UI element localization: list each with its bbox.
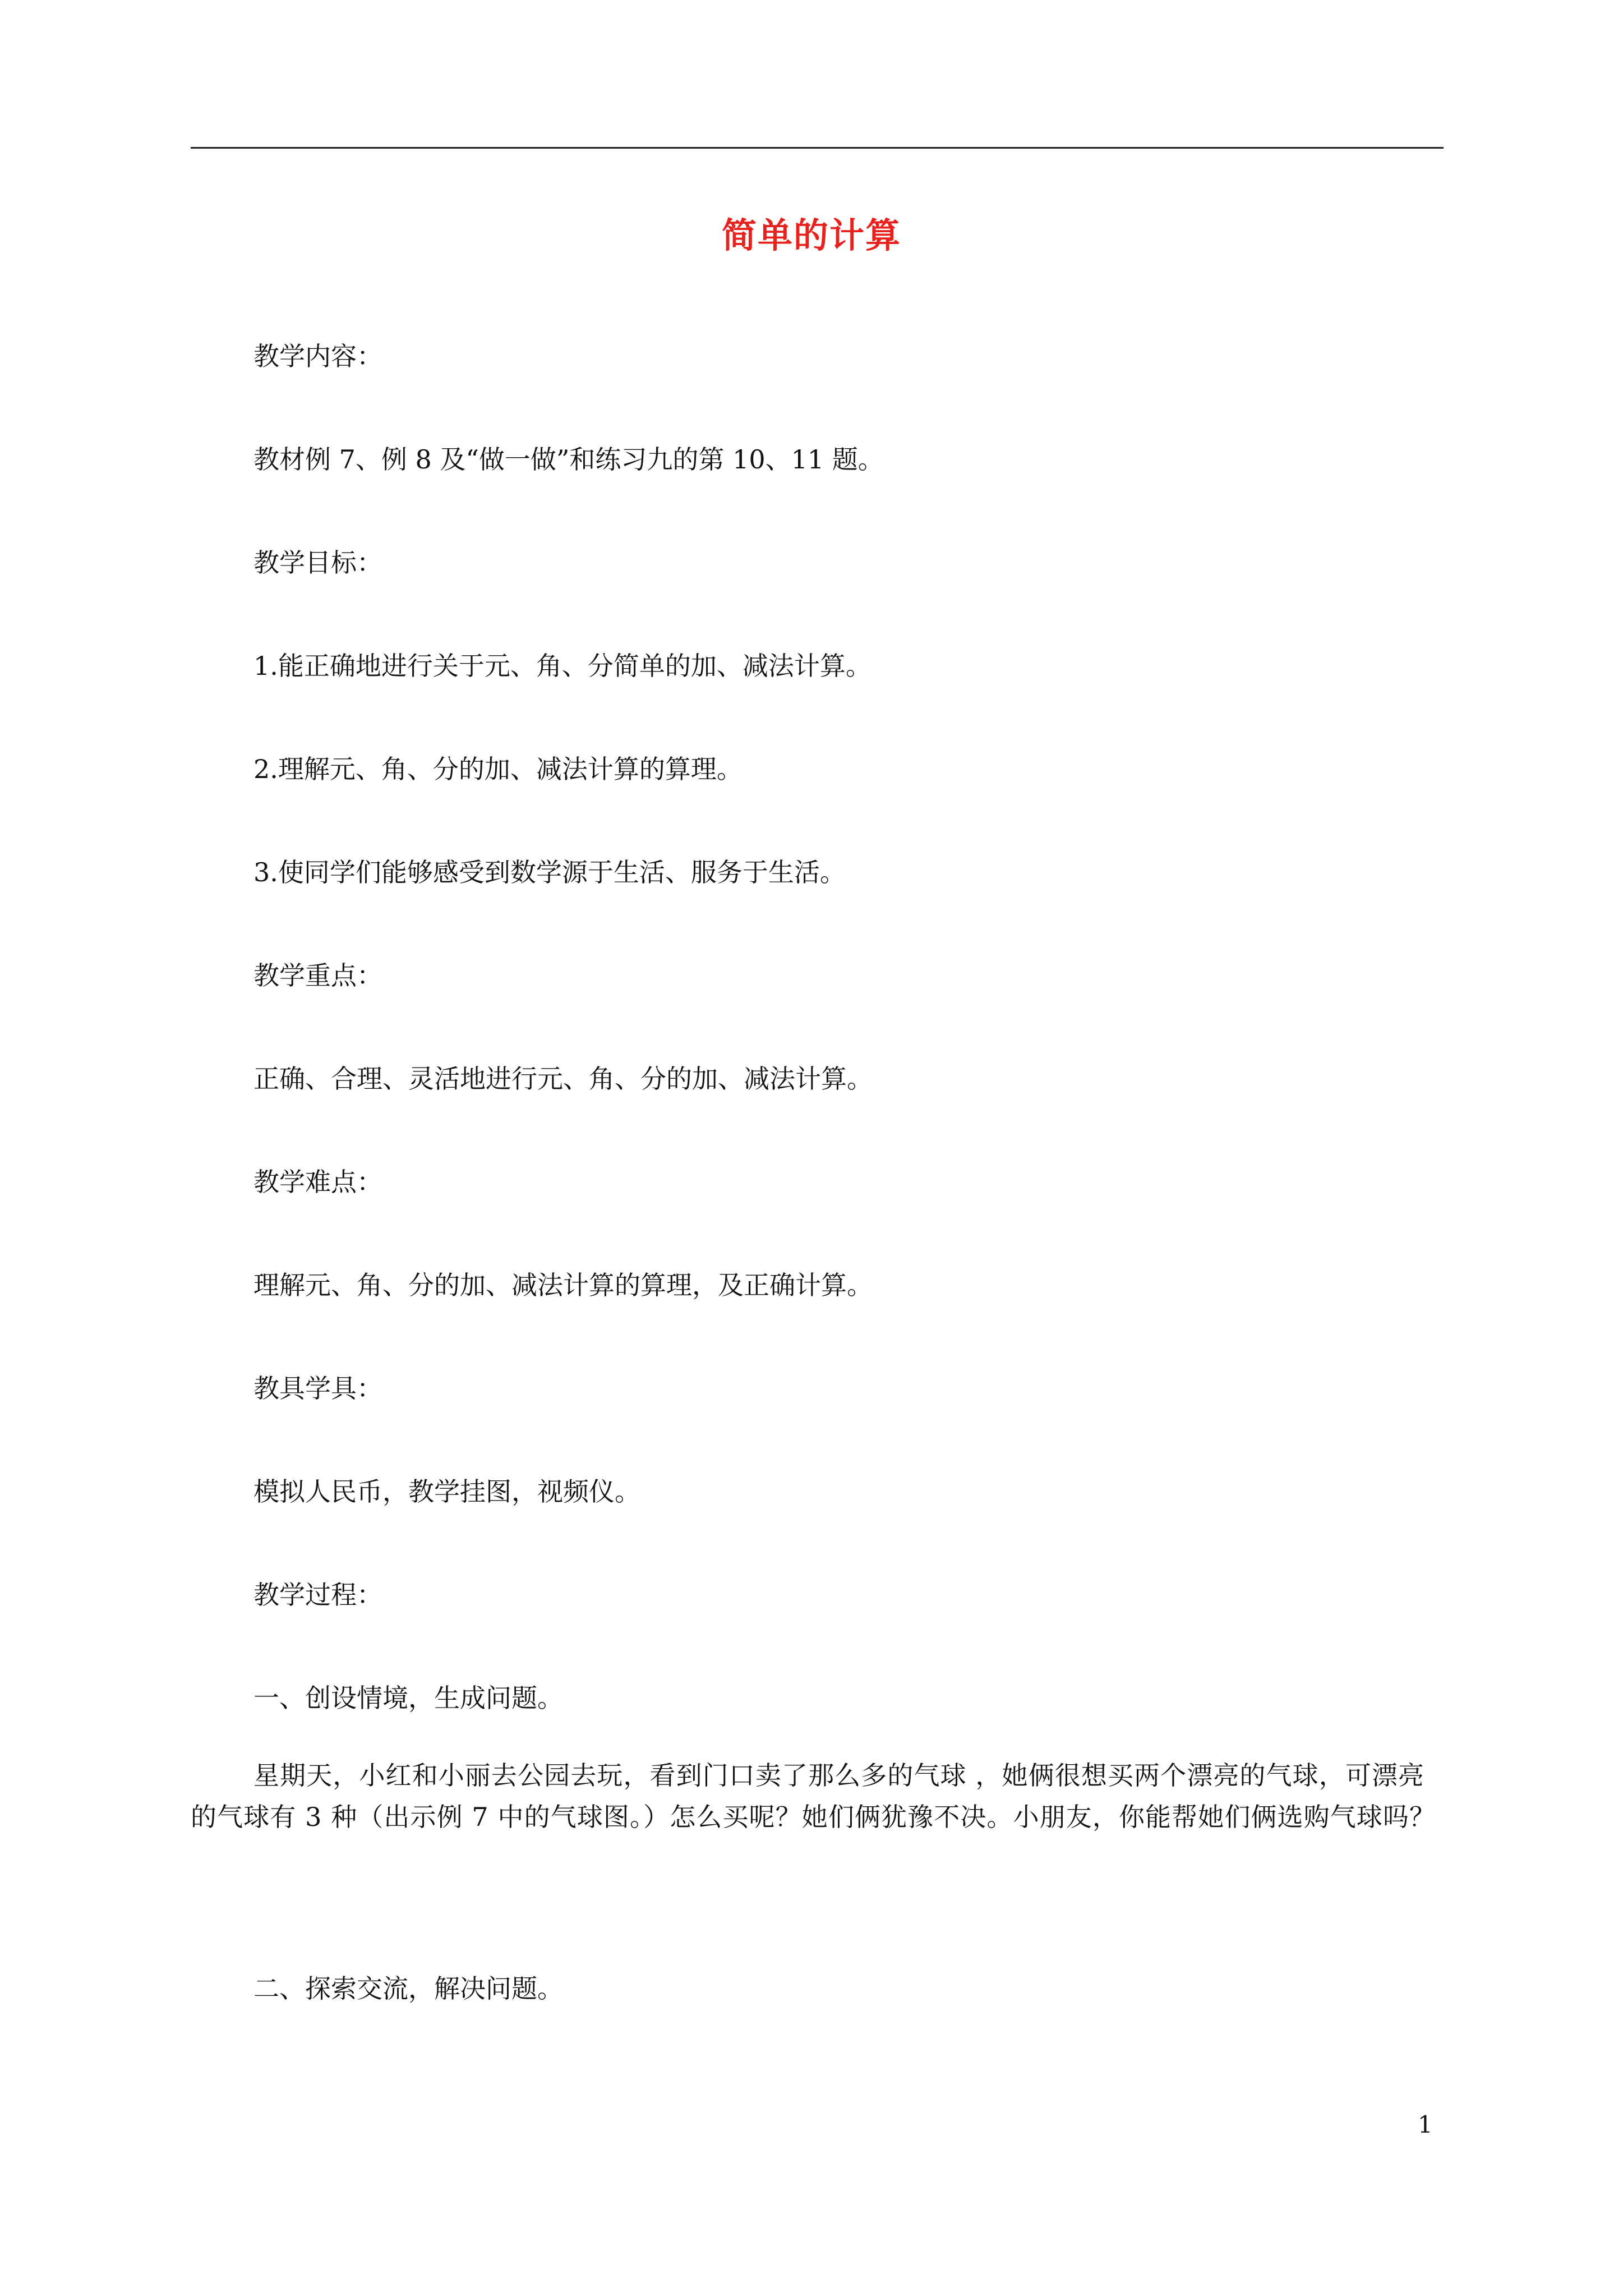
section-heading-key-points: 教学重点：: [253, 960, 382, 991]
goal-item-1: 1.能正确地进行关于元、角、分简单的加、减法计算。: [253, 651, 872, 681]
paragraph-difficulties: 理解元、角、分的加、减法计算的算理，及正确计算。: [253, 1270, 873, 1300]
goal-item-3: 3.使同学们能够感受到数学源于生活、服务于生活。: [253, 857, 846, 887]
page-number: 1: [1418, 2111, 1433, 2138]
paragraph-teaching-aids: 模拟人民币，教学挂图，视频仪。: [253, 1476, 640, 1507]
header-rule: [191, 147, 1444, 149]
section-heading-teaching-goals: 教学目标：: [253, 547, 382, 578]
paragraph-key-points: 正确、合理、灵活地进行元、角、分的加、减法计算。: [253, 1064, 873, 1094]
document-body: [253, 335, 1444, 1719]
section-heading-teaching-process: 教学过程：: [253, 1580, 382, 1610]
section-heading-teaching-content: 教学内容：: [253, 341, 382, 371]
step-heading-1: 一、创设情境，生成问题。: [253, 1683, 563, 1713]
goal-item-2: 2.理解元、角、分的加、减法计算的算理。: [253, 754, 743, 784]
step-heading-2: 二、探索交流，解决问题。: [253, 1973, 563, 2004]
paragraph-story: 星期天，小红和小丽去公园去玩，看到门口卖了那么多的气球 ，她俩很想买两个漂亮的气球，可漂亮的气球有 3 种（出示例 7 中的气球图。）怎么买呢？她们俩犹豫不决。小朋友，你能帮她们俩选购气球吗？: [191, 1760, 1436, 1832]
page-title: 简单的计算: [721, 215, 901, 256]
paragraph-textbook-reference: 教材例 7、例 8 及“做一做”和练习九的第 10、11 题。: [253, 444, 884, 475]
section-heading-teaching-aids: 教具学具：: [253, 1373, 382, 1404]
section-heading-difficulties: 教学难点：: [253, 1167, 382, 1197]
